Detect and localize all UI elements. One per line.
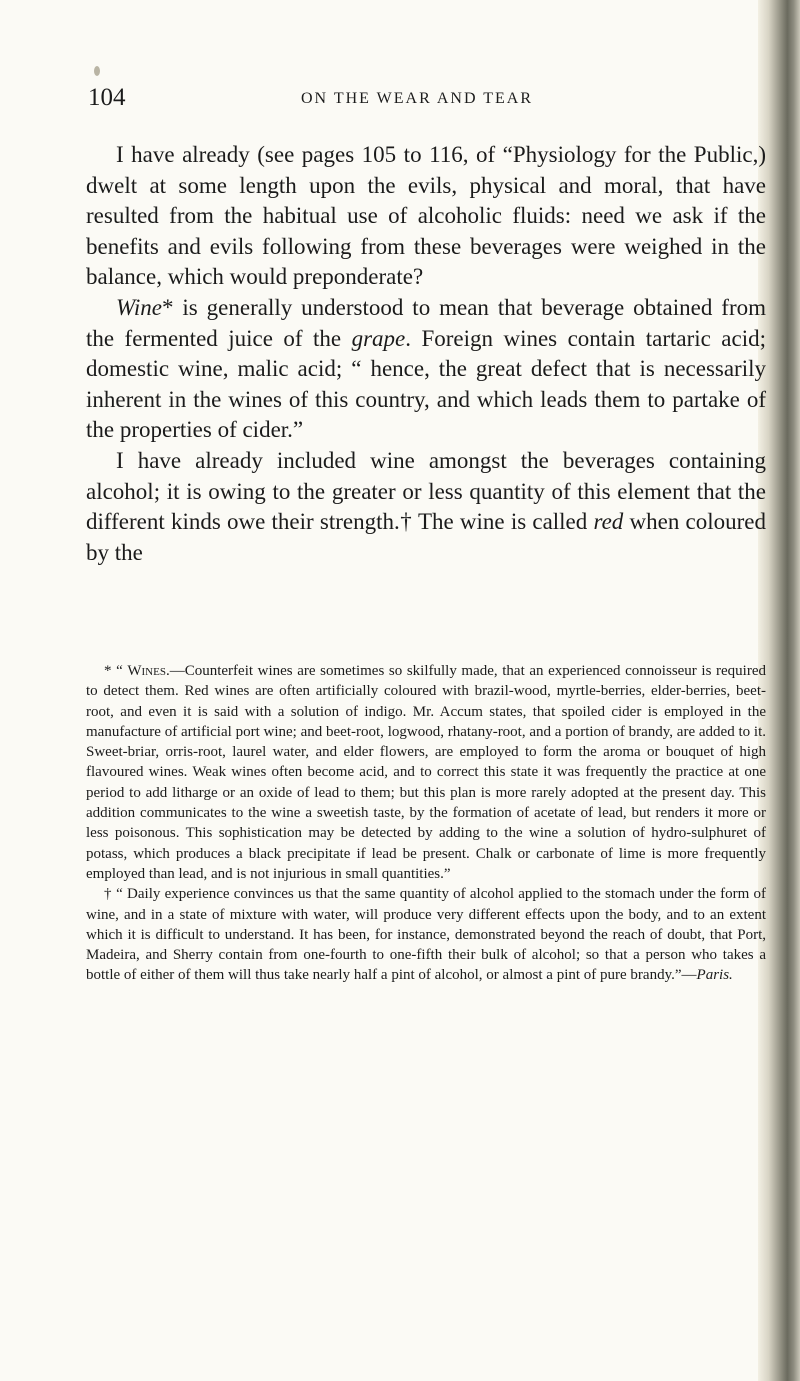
footnote-2-source: Paris.	[696, 967, 733, 984]
paragraph-2	[86, 293, 766, 446]
footnote-1	[86, 661, 766, 884]
footnotes	[86, 661, 766, 986]
grape-term: grape	[351, 325, 406, 351]
main-text	[86, 140, 766, 568]
footnote-2-marker: †	[104, 886, 112, 903]
paragraph-3-text-b: The wine is called	[412, 509, 594, 535]
paragraph-2-text-b: . Foreign wines contain tartaric acid; domestic wine, malic acid; “ hence, the great defect that is necessarily inherent in the wines of this country, and which leads them to partake of the properties of cider.”	[86, 325, 767, 443]
page-number: 104	[88, 84, 126, 111]
footnote-2-text: “ Daily experience convinces us that the same quantity of alcohol applied to the stomach under the form of wine, and in a state of mixture with water, will produce very different effects upon the body, and to an extent which it is difficult to understand. It has been, for instance, demonstrated beyond the reach of doubt, that Port, Madeira, and Sherry contain from one-fourth to one-fifth their bulk of alcohol; so that a person who takes a bottle of either of them will thus take nearly half a pint of alcohol, or almost a pint of pure brandy.”—	[86, 886, 766, 984]
paragraph-3	[86, 446, 766, 568]
wine-term: Wine	[116, 294, 162, 320]
footnote-1-title: Wines	[127, 663, 166, 679]
footnote-2	[86, 884, 766, 985]
paragraph-3-text-c: when coloured by the	[86, 509, 766, 565]
footnote-1-quote: “	[111, 663, 128, 679]
paragraph-2-text-a: is generally understood to mean that beverage obtained from the fermented juice of the	[86, 294, 766, 351]
page-header	[72, 84, 762, 120]
footnote-1-text: .—Counterfeit wines are sometimes so skilfully made, that an experienced connoisseur is required to detect them. Red wines are often artificially coloured with brazil-wood, myrtle-berries, elder-berries, beet-root, and even it is said with a solution of indigo. Mr. Accum states, that spoiled cider is employed in the manufacture of artificial port wine; and beet-root, logwood, rhatany-root, and a portion of brandy, are added to it. Sweet-briar, orris-root, laurel water, and elder flowers, are employed to form the aroma or bouquet of high flavoured wines. Weak wines often become acid, and to correct this state it was frequently the practice at one period to add litharge or an oxide of lead to them; but this plan is more rarely adopted at the present day. This addition communicates to the wine a sweetish taste, by the formation of acetate of lead, but renders it more or less poisonous. This sophistication may be detected by adding to the wine a solution of hydro-sulphuret of potass, which produces a black precipitate if lead be present. Chalk or carbonate of lime is more frequently employed than lead, and is not injurious in small quantities.”	[86, 663, 766, 882]
ink-spot	[94, 66, 100, 76]
running-head: ON THE WEAR AND TEAR	[301, 90, 533, 107]
paragraph-1: I have already (see pages 105 to 116, of “Physiology for the Public,) dwelt at some length upon the evils, physical and moral, that have resulted from the habitual use of alcoholic fluids: need we ask if the benefits and evils following from these beverages were weighed in the balance, which would preponderate?	[86, 142, 766, 290]
footnote-marker: †	[399, 509, 413, 535]
footnote-1-marker: *	[104, 663, 112, 679]
paragraph-3-text-a: I have already included wine amongst the beverages containing alcohol; it is owing to the greater or less quantity of this element that the different kinds owe their strength.	[86, 447, 766, 535]
red-term: red	[593, 509, 624, 535]
footnote-marker: *	[162, 294, 174, 320]
